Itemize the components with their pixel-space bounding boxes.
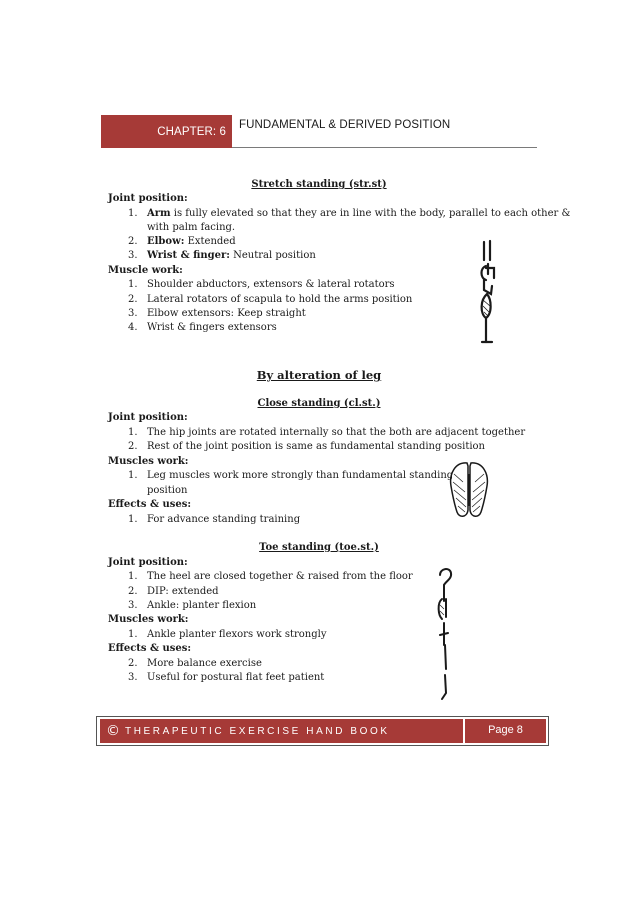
list-number: 3. (128, 250, 138, 261)
leg-section-heading: By alteration of leg (256, 368, 382, 382)
stretch-standing-heading: Stretch standing (str.st) (251, 179, 387, 190)
list-item: The heel are closed together & raised from the floor (147, 571, 413, 582)
list-item: For advance standing training (147, 514, 301, 525)
list-number: 2. (128, 586, 138, 597)
list-number: 1. (128, 427, 138, 438)
list-item: Elbow: Extended (147, 236, 236, 247)
list-item: More balance exercise (147, 658, 262, 669)
list-item: The hip joints are rotated internally so that the both are adjacent together (147, 427, 526, 438)
toe-muscle-heading: Muscles work: (108, 614, 189, 625)
list-item-continuation: position (147, 485, 188, 496)
header-rule (232, 147, 537, 148)
close-muscle-heading: Muscles work: (108, 456, 189, 467)
list-number: 3. (128, 672, 138, 683)
list-number: 3. (128, 600, 138, 611)
list-number: 1. (128, 514, 138, 525)
toe-standing-figure-icon (430, 565, 460, 705)
list-item: Elbow extensors: Keep straight (147, 308, 306, 319)
close-effects-heading: Effects & uses: (108, 499, 192, 510)
list-number: 1. (128, 629, 138, 640)
stretch-joint-heading: Joint position: (108, 193, 188, 204)
list-item: Wrist & finger: Neutral position (147, 250, 316, 261)
list-item: Arm is fully elevated so that they are in line with the body, parallel to each other & (147, 208, 571, 219)
footer-bar (100, 719, 463, 743)
list-item-continuation: with palm facing. (147, 222, 236, 233)
chapter-label: CHAPTER: 6 (101, 115, 232, 148)
stretch-standing-figure-icon (474, 238, 504, 354)
page-number: Page 8 (465, 719, 546, 743)
list-item: DIP: extended (147, 586, 219, 597)
list-number: 1. (128, 571, 138, 582)
list-item: Ankle: planter flexion (147, 600, 257, 611)
close-standing-heading: Close standing (cl.st.) (257, 398, 381, 409)
list-number: 1. (128, 208, 138, 219)
list-number: 1. (128, 470, 138, 481)
list-number: 3. (128, 308, 138, 319)
toe-joint-heading: Joint position: (108, 557, 188, 568)
list-item: Shoulder abductors, extensors & lateral rotators (147, 279, 395, 290)
toe-effects-heading: Effects & uses: (108, 643, 192, 654)
list-item: Useful for postural flat feet patient (147, 672, 325, 683)
list-number: 2. (128, 441, 138, 452)
list-item: Ankle planter flexors work strongly (147, 629, 327, 640)
chapter-title: FUNDAMENTAL & DERIVED POSITION (239, 119, 451, 131)
stretch-muscle-heading: Muscle work: (108, 265, 183, 276)
toe-standing-heading: Toe standing (toe.st.) (259, 542, 379, 553)
list-item: Lateral rotators of scapula to hold the arms position (147, 294, 413, 305)
book-title: THERAPEUTIC EXERCISE HAND BOOK (125, 725, 390, 737)
list-number: 4. (128, 322, 138, 333)
close-joint-heading: Joint position: (108, 412, 188, 423)
list-number: 1. (128, 279, 138, 290)
copyright-icon: © (106, 723, 120, 739)
close-standing-feet-figure-icon (445, 460, 493, 520)
list-item: Wrist & fingers extensors (147, 322, 277, 333)
list-number: 2. (128, 294, 138, 305)
list-number: 2. (128, 236, 138, 247)
list-item: Leg muscles work more strongly than fundamental standing (147, 470, 454, 481)
list-number: 2. (128, 658, 138, 669)
list-item: Rest of the joint position is same as fundamental standing position (147, 441, 485, 452)
chapter-header (101, 115, 537, 148)
